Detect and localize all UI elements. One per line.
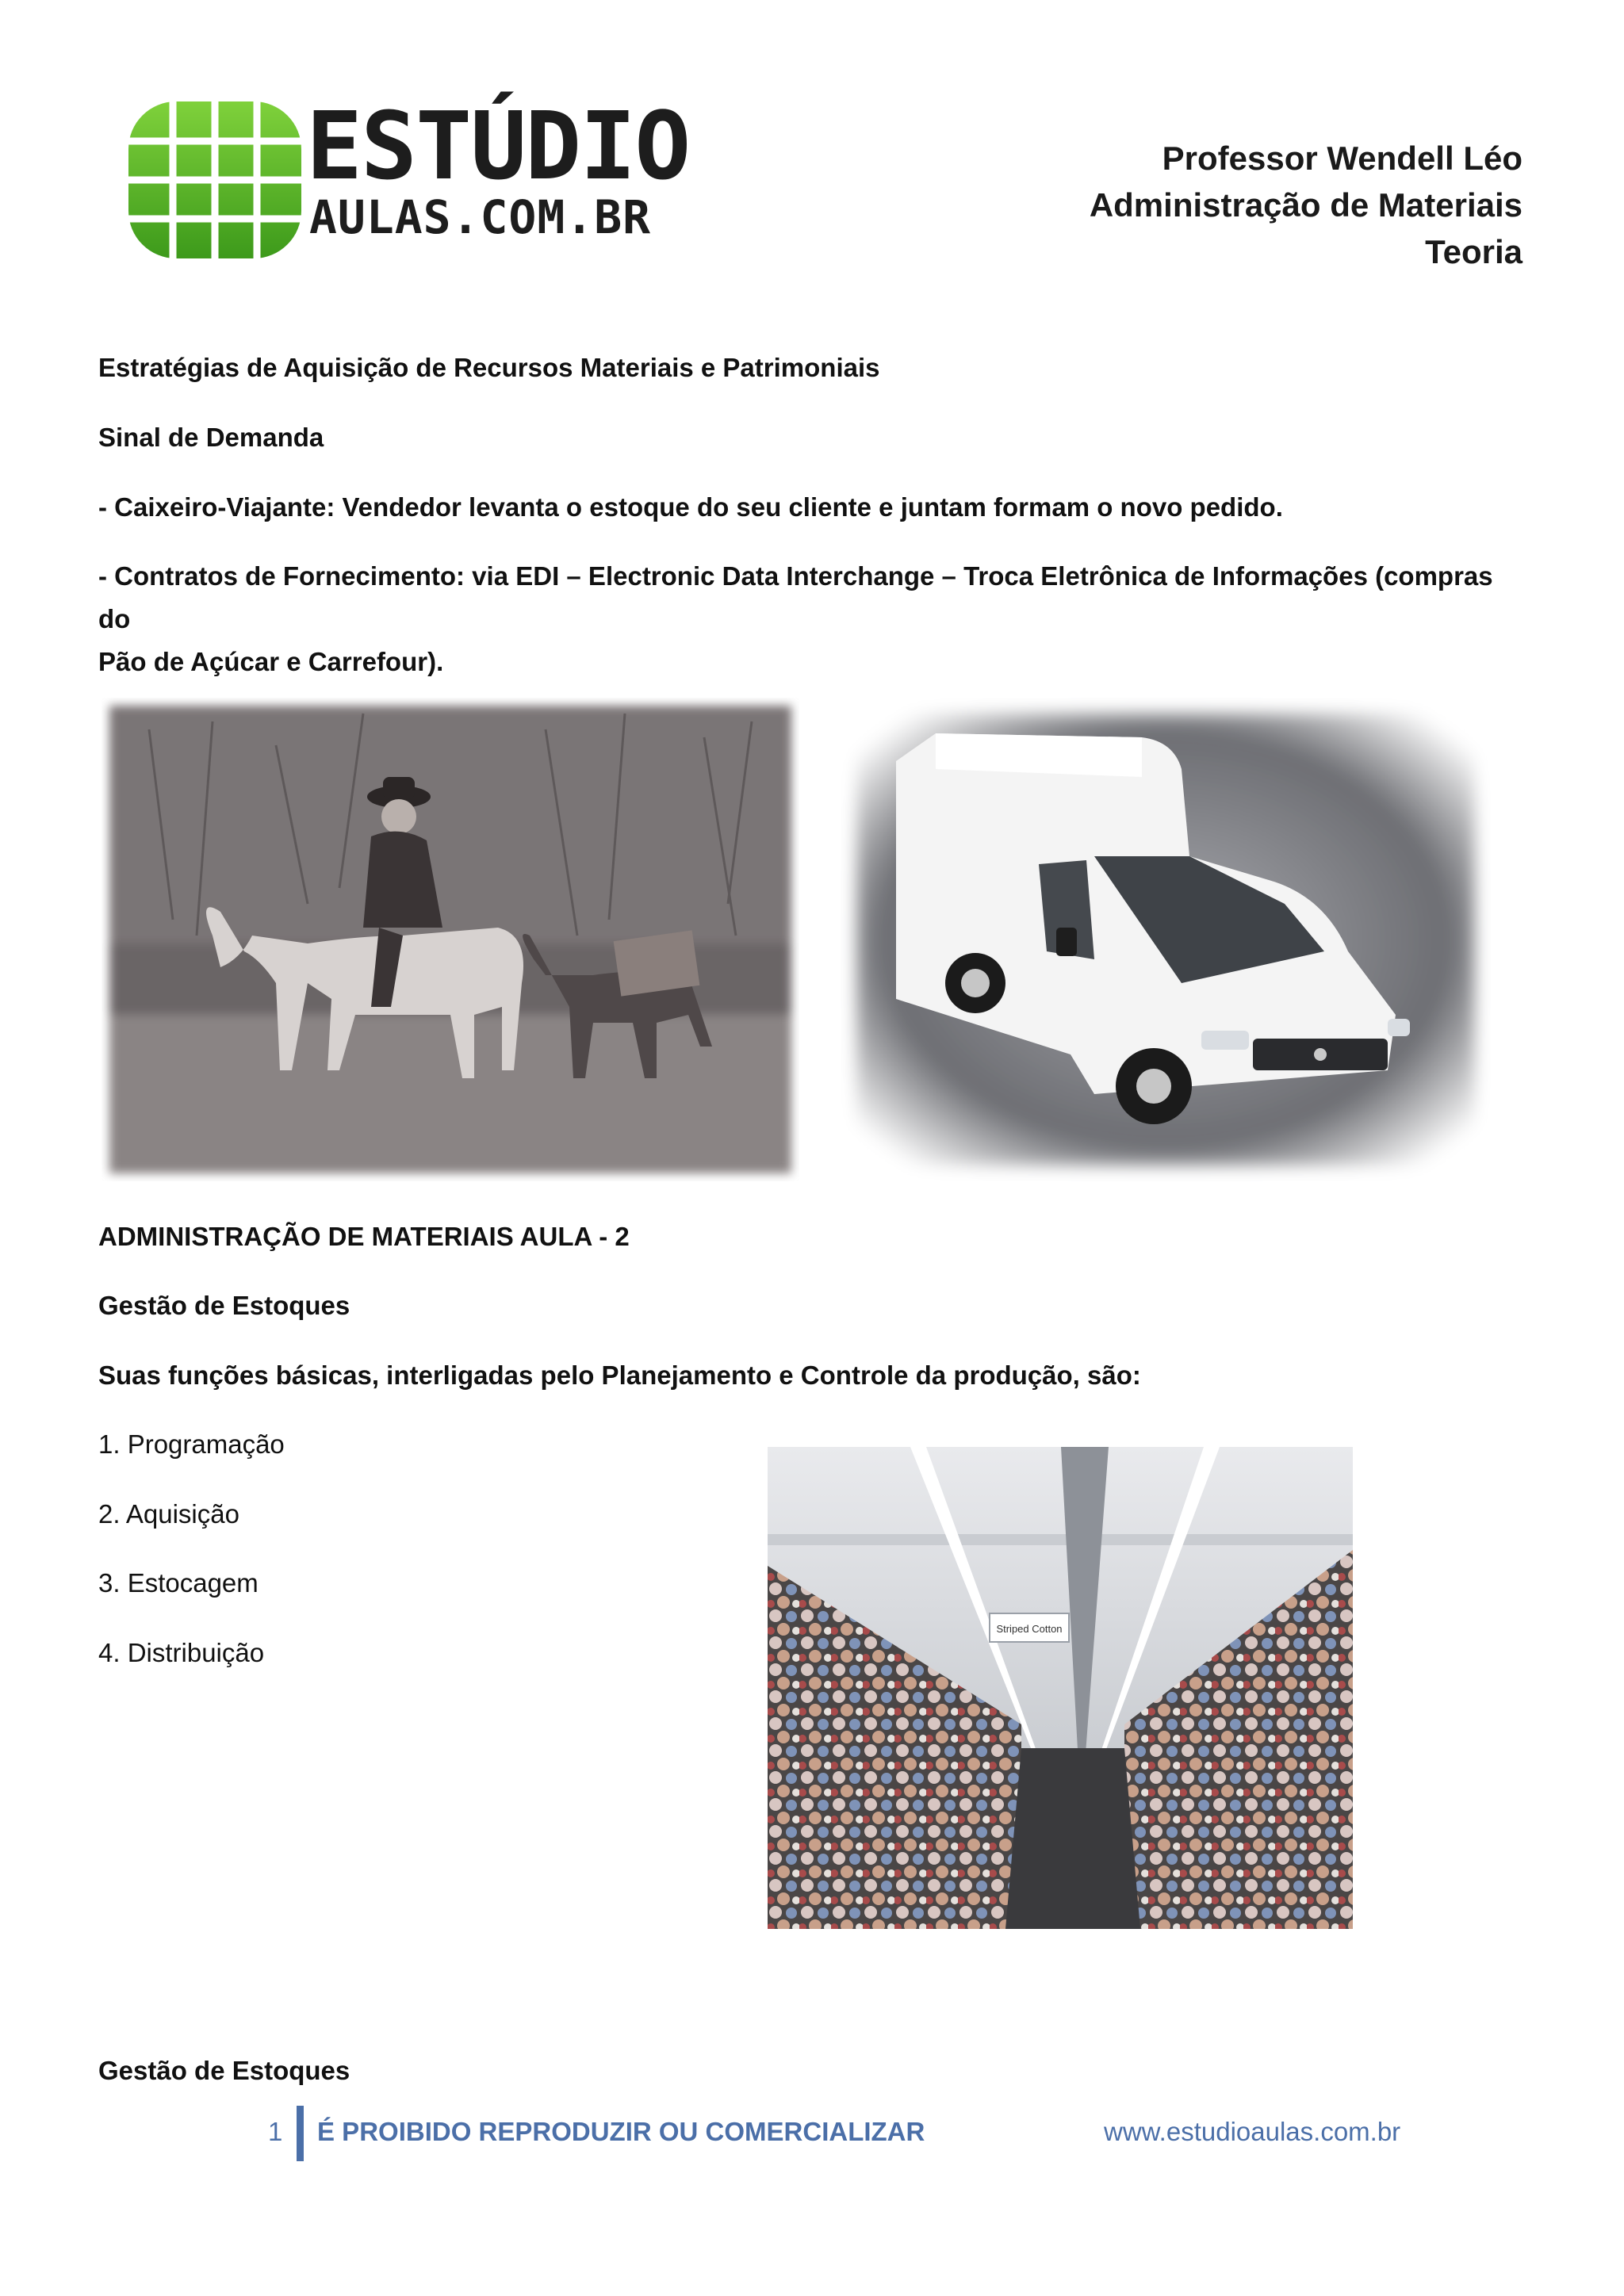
subtitle-sinal-demanda: Sinal de Demanda [98, 423, 324, 452]
funcoes-basicas-text: Suas funções básicas, interligadas pelo Planejamento e Controle da produção, são: [98, 1360, 1141, 1390]
gestao-estoques-title-2: Gestão de Estoques [98, 2056, 350, 2085]
traveling-salesman-photo [102, 698, 799, 1181]
professor-name: Professor Wendell Léo [1162, 140, 1522, 177]
document-type: Teoria [1425, 233, 1522, 270]
section-title: Estratégias de Aquisição de Recursos Materiais e Patrimoniais [98, 353, 880, 382]
list-item: 4. Distribuição [98, 1638, 265, 1667]
list-item: 3. Estocagem [98, 1568, 259, 1598]
page-number: 1 [268, 2117, 283, 2146]
item-contratos-fornecimento [98, 555, 1526, 683]
white-van-photo [841, 698, 1491, 1181]
header-info [1090, 135, 1522, 275]
item-contratos-line2: Pão de Açúcar e Carrefour). [98, 647, 444, 676]
footer-divider [297, 2106, 304, 2161]
logo-word-estudio: ESTÚDIO [306, 91, 690, 201]
copyright-warning: É PROIBIDO REPRODUZIR OU COMERCIALIZAR [317, 2117, 925, 2146]
striped-cotton-sign: Striped Cotton [996, 1623, 1063, 1635]
logo-globe-icon [125, 98, 304, 262]
logo-word-aulas: AULAS.COM.BR [309, 190, 652, 244]
subject-name: Administração de Materiais [1089, 186, 1522, 224]
lesson-title: ADMINISTRAÇÃO DE MATERIAIS AULA - 2 [98, 1222, 630, 1251]
item-contratos-line1: - Contratos de Fornecimento: via EDI – Electronic Data Interchange – Troca Eletrônica de Informações (compras do [98, 561, 1493, 633]
list-item: 1. Programação [98, 1429, 285, 1459]
website-link[interactable]: www.estudioaulas.com.br [1104, 2117, 1401, 2146]
item-caixeiro-viajante: - Caixeiro-Viajante: Vendedor levanta o estoque do seu cliente e juntam formam o novo pedido. [98, 492, 1283, 522]
gestao-estoques-title: Gestão de Estoques [98, 1291, 350, 1320]
list-item: 2. Aquisição [98, 1499, 239, 1529]
estudio-aulas-logo [125, 91, 690, 262]
fabric-warehouse-photo [768, 1447, 1353, 1929]
